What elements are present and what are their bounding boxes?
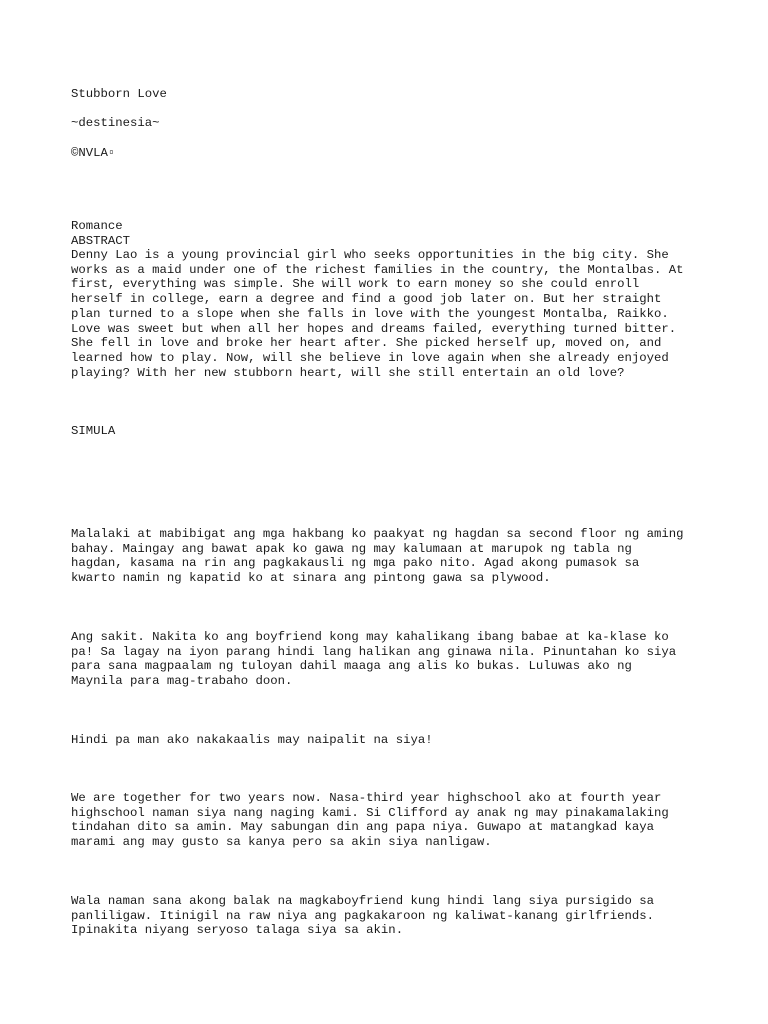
story-paragraph: Hindi pa man ako nakakaalis may naipalit na siya! — [71, 733, 433, 747]
chapter-heading: SIMULA — [71, 424, 116, 438]
author-name: ~destinesia~ — [71, 116, 160, 130]
copyright-line: ©NVLA▫ — [71, 146, 116, 160]
story-paragraph: Wala naman sana akong balak na magkaboyfriend kung hindi lang siya pursigido sa panliligaw. Itinigil na raw niya ang pagkakaroon ng kaliwat-kanang girlfriends. Ipinakita niyang seryoso talaga siya sa akin. — [71, 894, 654, 938]
abstract-heading: ABSTRACT — [71, 234, 131, 248]
abstract-text: Denny Lao is a young provincial girl who seeks opportunities in the big city. She works as a maid under one of the richest families in the country, the Montalbas. At first, everything was simple. She will work to earn money so she could enroll herself in college, earn a degree and find a good job later on. But her straight plan turned to a slope when she falls in love with the youngest Montalba, Raikko. Love was sweet but when all her hopes and dreams failed, everything turned bitter. She fell in love and broke her heart after. She picked herself up, moved on, and learned how to play. Now, will she believe in love again when she already enjoyed playing? With her new stubborn heart, will she still entertain an old love? — [71, 248, 684, 380]
story-paragraph: Ang sakit. Nakita ko ang boyfriend kong may kahalikang ibang babae at ka-klase ko pa! Sa lagay na iyon parang hindi lang halikan ang ginawa nila. Pinuntahan ko siya para sana magpaalam ng tuloyan dahil maaga ang alis ko bukas. Luluwas ako ng Maynila para mag-trabaho doon. — [71, 630, 677, 689]
genre-label: Romance — [71, 219, 123, 233]
document-title: Stubborn Love — [71, 87, 167, 101]
story-paragraph: We are together for two years now. Nasa-third year highschool ako at fourth year highschool naman siya nang naging kami. Si Clifford ay anak ng may pinakamalaking tindahan dito sa amin. May sabungan din ang papa niya. Guwapo at matangkad kaya marami ang may gusto sa kanya pero sa akin siya nanligaw. — [71, 791, 669, 850]
story-paragraph: Malalaki at mabibigat ang mga hakbang ko paakyat ng hagdan sa second floor ng aming bahay. Maingay ang bawat apak ko gawa ng may kalumaan at marupok ng tabla ng hagdan, kasama na rin ang pagkakausli ng mga pako nito. Agad akong pumasok sa kwarto namin ng kapatid ko at sinara ang pintong gawa sa plywood. — [71, 527, 684, 586]
